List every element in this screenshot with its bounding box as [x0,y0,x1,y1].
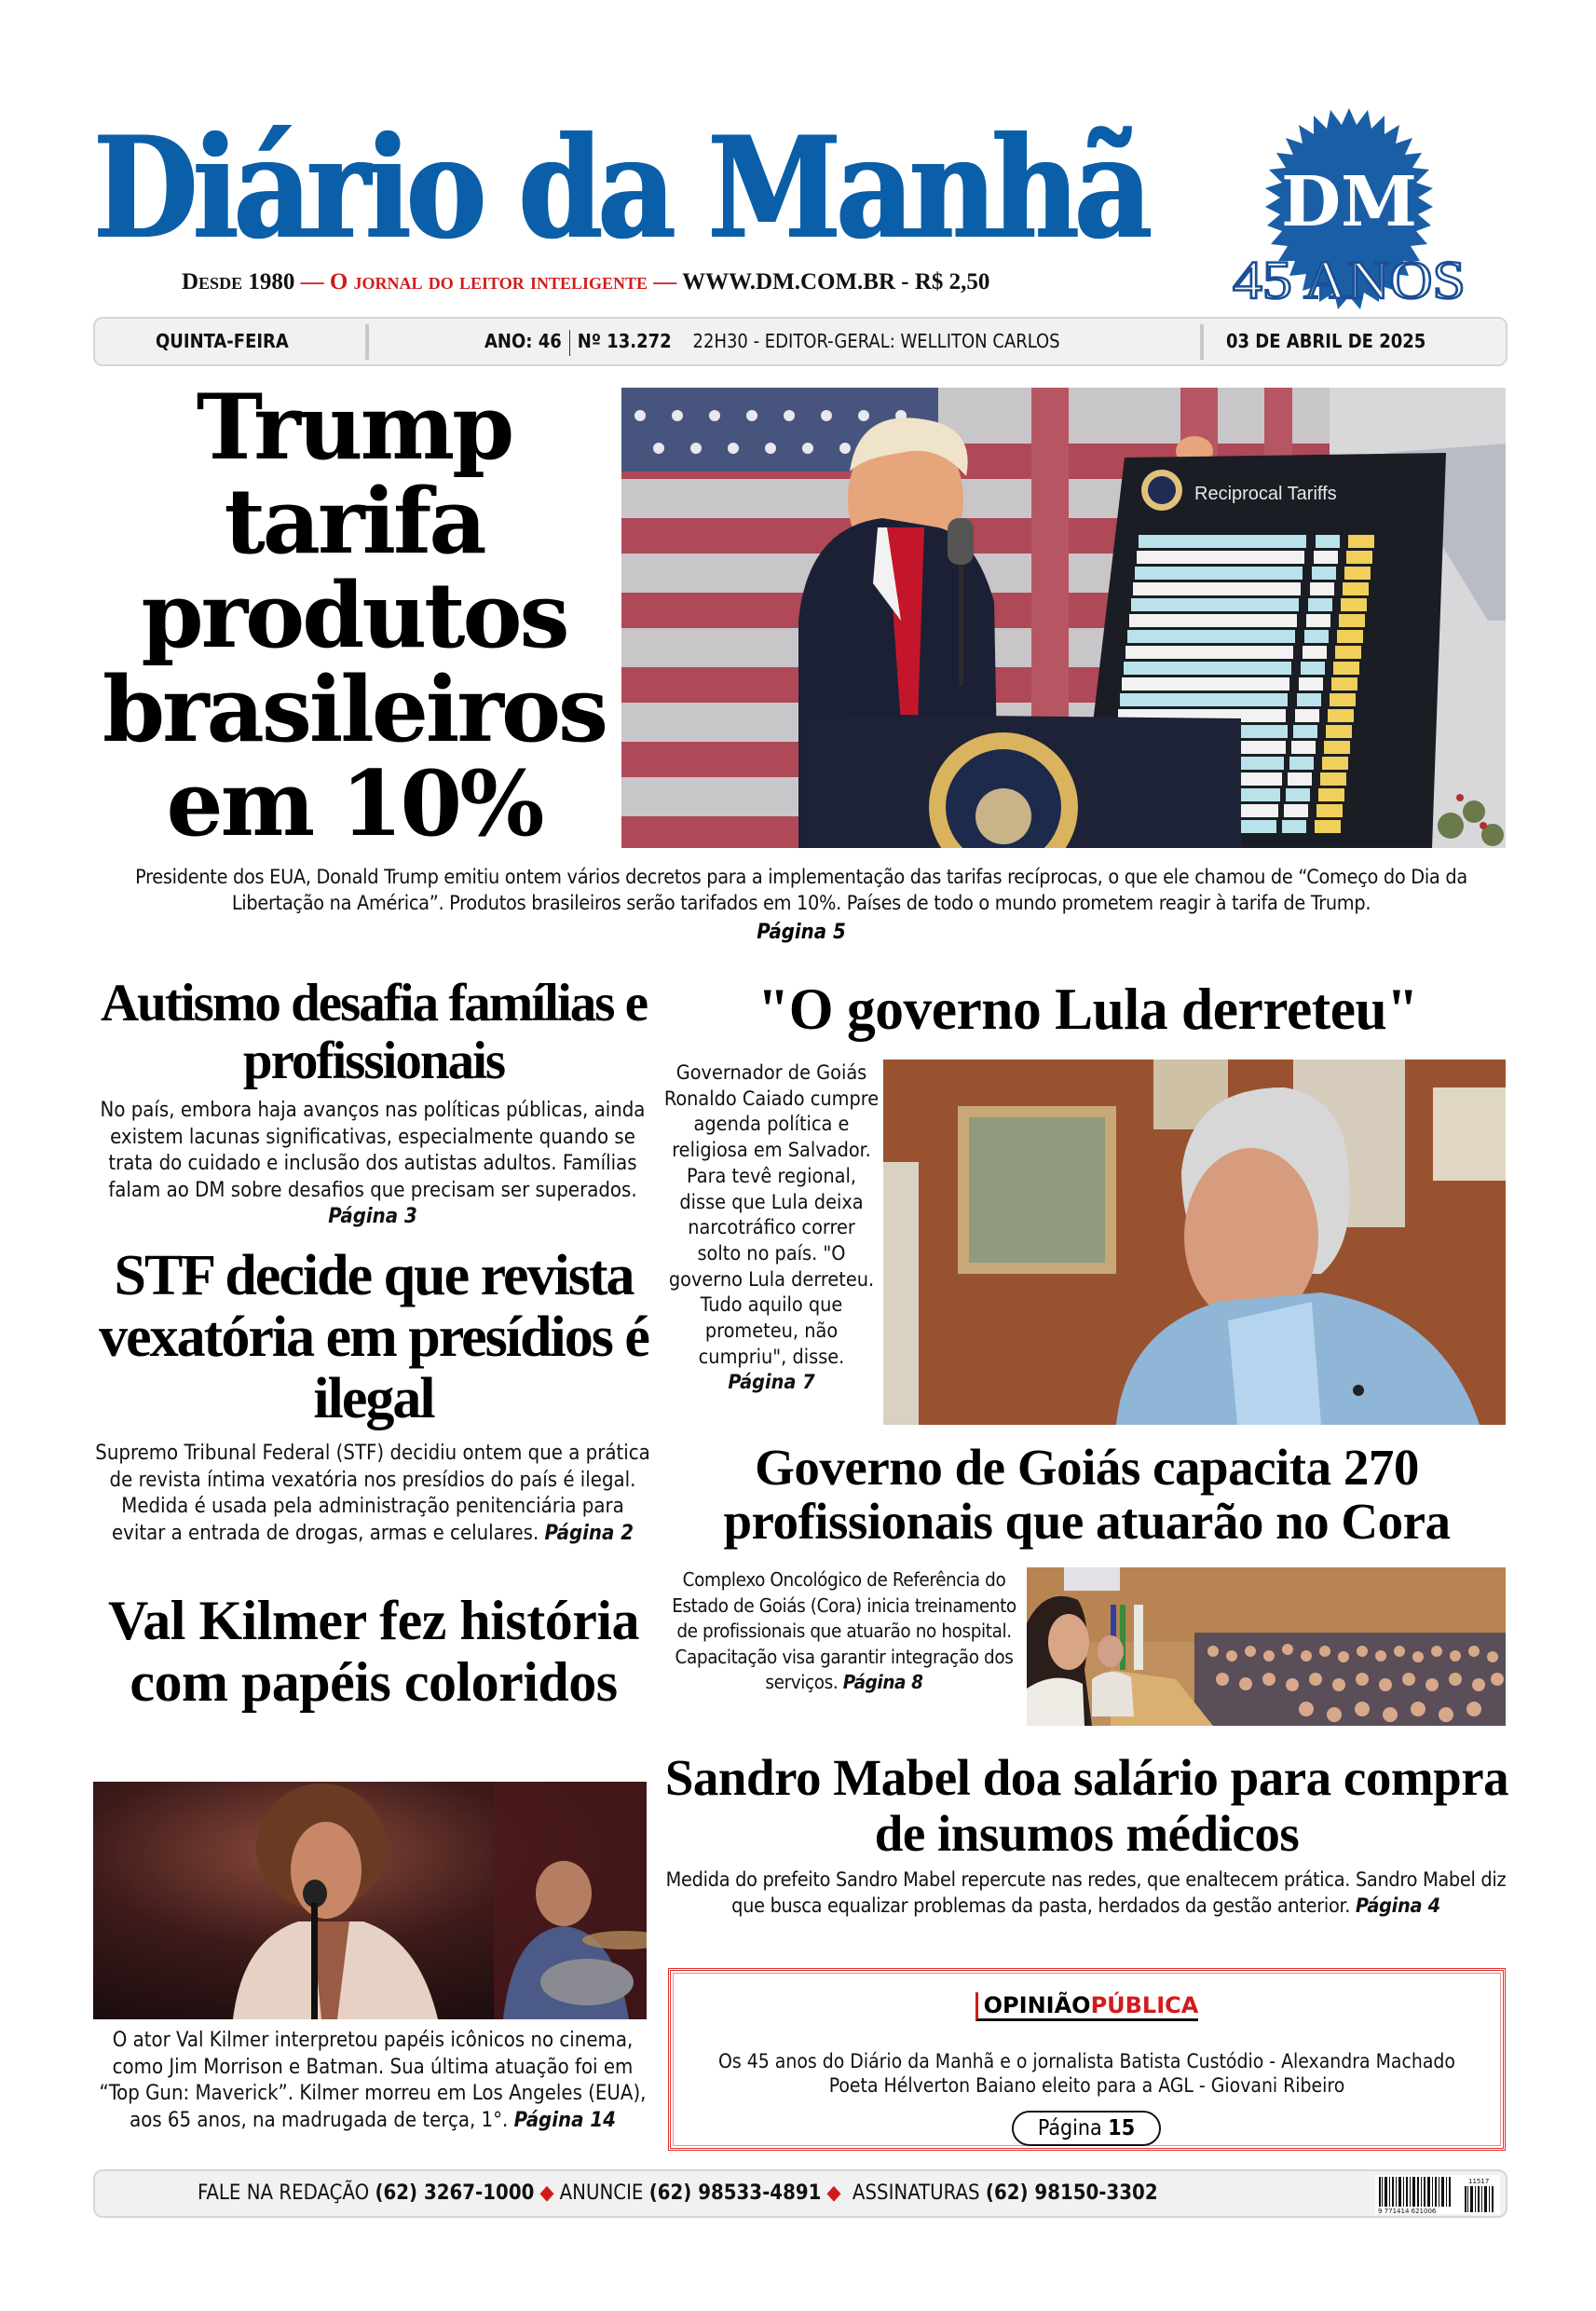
contact-footer [93,2169,1507,2218]
diamond-icon: ◆ [826,2181,841,2205]
redacao-label: FALE NA REDAÇÃO [198,2181,370,2205]
mabel-page-ref[interactable]: Página 4 [1355,1894,1440,1918]
badge-anniversary: 45 ANOS [1233,250,1466,310]
val-kilmer-headline[interactable]: Val Kilmer fez história com papéis coloridos [107,1590,640,1713]
assinaturas-label: ASSINATURAS [852,2181,980,2205]
tagline-since: Desde 1980 [182,269,295,294]
cora-headline[interactable]: Governo de Goiás capacita 270 profissionais que atuarão no Cora [723,1439,1451,1550]
trump-tariff-board-photo [621,388,1506,848]
governor-portrait-photo [883,1060,1506,1425]
tagline-price: - R$ 2,50 [895,269,990,294]
tagline-dash: — [648,269,683,294]
anuncie-phone[interactable]: (62) 98533-4891 [648,2181,822,2205]
newspaper-title: Diário da Manhã [93,106,1148,270]
tagline-dash: — [294,269,330,294]
stf-summary [93,1441,652,1547]
cora-training-photo[interactable] [1027,1567,1506,1726]
stf-text: Supremo Tribunal Federal (STF) decidiu ontem que a prática de revista íntima vexatória nos presídios do país é ilegal. Medida é usada pela administração penitenciária para evitar a entrada de drogas, armas e celulares. [95,1442,650,1545]
anuncie-label: ANUNCIE [559,2181,644,2205]
badge-initials: DM [1280,162,1418,242]
opiniao-article[interactable]: Os 45 anos do Diário da Manhã e o jornalista Batista Custódio - Alexandra Machado [718,2050,1455,2072]
contact-line [198,2171,1158,2216]
cora-summary [663,1567,1025,1696]
diamond-icon: ◆ [539,2181,554,2205]
cora-text: Complexo Oncológico de Referência do Estado de Goiás (Cora) inicia treinamento de profissionais que atuarão no hospital. Capacitação visa garantir integração dos serviços. [672,1568,1016,1693]
caiado-photo[interactable] [883,1060,1506,1425]
tagline-motto: O jornal do leitor inteligente [329,269,648,294]
autismo-headline[interactable]: Autismo desafia famílias e profissionais [100,974,648,1090]
mabel-headline[interactable]: Sandro Mabel doa salário para compra de insumos médicos [664,1749,1509,1862]
barcode-addon: 11517 [1468,2178,1490,2185]
val-kilmer-text: O ator Val Kilmer interpretou papéis icônicos no cinema, como Jim Morrison e Batman. Sua última atuação foi em “Top Gun: Maverick”. Kilmer morreu em Los Angeles (EUA), aos 65 anos, na madrugada de terça, 1°. [99,2029,647,2132]
editor-label: - EDITOR-GERAL: [747,330,901,352]
barcode-icon [1375,2175,1500,2214]
auditorium-photo [1027,1567,1506,1726]
opiniao-title-part2: PÚBLICA [1090,1992,1199,2018]
edition-time: 22H30 [692,330,748,352]
opiniao-title [671,1991,1503,2021]
opiniao-articles [671,2049,1503,2098]
barcode [1375,2175,1500,2214]
opiniao-page-button[interactable] [1012,2111,1161,2146]
lula-summary [663,1060,880,1396]
redacao-phone[interactable]: (62) 3267-1000 [375,2181,535,2205]
mabel-text: Medida do prefeito Sandro Mabel repercute nas redes, que enaltecem prática. Sandro Mabel diz que busca equalizar problemas da pasta, herdados da gestão anterior. [665,1868,1507,1918]
val-kilmer-photo[interactable] [93,1782,647,2019]
lula-text: Governador de Goiás Ronaldo Caiado cumpre agenda política e religiosa em Salvador. Para tevê regional, disse que Lula deixa narcotráfico correr solto no país. "O governo Lula derreteu. Tudo aquilo que prometeu, não cumpriu", disse. [663,1061,880,1369]
lead-photo[interactable] [621,388,1506,848]
opiniao-publica-box[interactable] [668,1968,1506,2151]
year-label: ANO: 46 [484,330,562,352]
weekday: QUINTA-FEIRA [156,330,289,352]
autismo-text: No país, embora haja avanços nas políticas públicas, ainda existem lacunas significativas, especialmente quando se trata do cuidado e inclusão dos autistas adultos. Famílias falam ao DM sobre desafios que precisam ser superados. [100,1099,646,1202]
edition-info-bar [93,317,1507,366]
lula-headline[interactable]: "O governo Lula derreteu" [757,976,1418,1042]
tagline [182,267,1169,298]
board-title: Reciprocal Tariffs [1194,484,1337,504]
editor-name: WELLITON CARLOS [900,330,1060,352]
divider [365,324,369,360]
edition-date: 03 DE ABRIL DE 2025 [1226,330,1426,352]
val-kilmer-page-ref[interactable]: Página 14 [513,2108,616,2132]
lula-page-ref[interactable]: Página 7 [728,1371,815,1395]
cora-page-ref[interactable]: Página 8 [842,1671,923,1693]
val-kilmer-summary [93,2028,652,2134]
mabel-summary [663,1867,1508,1919]
opiniao-title-part1: OPINIÃO [983,1992,1091,2018]
issue-number: Nº 13.272 [577,330,672,352]
stf-headline[interactable]: STF decide que revista vexatória em presídios é ilegal [99,1244,648,1430]
opiniao-page-number: 15 [1108,2116,1136,2140]
anniversary-badge [1228,104,1470,328]
stf-page-ref[interactable]: Página 2 [544,1521,634,1545]
lead-page-ref[interactable]: Página 5 [757,921,846,944]
divider [1200,324,1204,360]
lead-summary: Presidente dos EUA, Donald Trump emitiu ontem vários decretos para a implementação das tarifas recíprocas, o que ele chamou de “Começo do Dia da Libertação na América”. Produtos brasileiros serão tarifados em 10%. Países de todo o mundo prometem reagir à tarifa de Trump. [135,866,1467,915]
autismo-summary [93,1098,652,1231]
divider [569,330,570,356]
assinaturas-phone[interactable]: (62) 98150-3302 [985,2181,1158,2205]
lead-headline[interactable]: Trump tarifa produtos brasileiros em 10% [102,375,607,856]
autismo-page-ref[interactable]: Página 3 [328,1205,417,1228]
starburst-seal-icon [1228,104,1470,328]
opiniao-article[interactable]: Poeta Hélverton Baiano eleito para a AGL - Giovani Ribeiro [828,2074,1345,2097]
opiniao-page-label: Página [1037,2116,1102,2140]
edition-details [484,319,1060,364]
tagline-website[interactable]: WWW.DM.COM.BR [682,269,896,294]
barcode-number: 9 771414 621006 [1378,2208,1437,2214]
concert-singer-photo [93,1782,647,2019]
